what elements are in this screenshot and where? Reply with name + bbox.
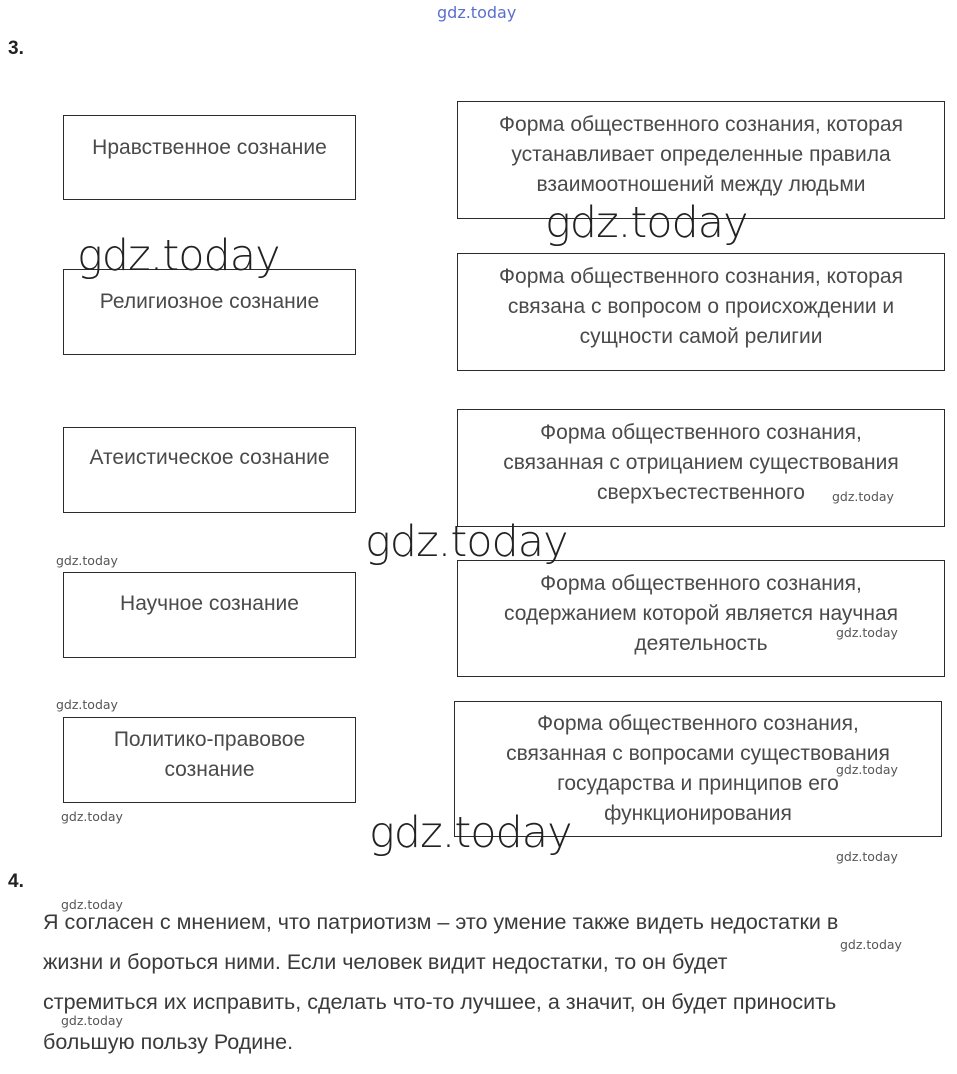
right-box-text: связанная с вопросами существования (506, 742, 890, 765)
left-box-text: Нравственное сознание (92, 136, 327, 159)
right-box-4 (457, 560, 945, 677)
answer-line: Я согласен с мнением, что патриотизм – это умение также видеть недостатки в (43, 910, 839, 934)
right-box-text: сущности самой религии (579, 325, 823, 348)
right-box-text: Форма общественного сознания, (537, 712, 859, 735)
left-box-text: Атеистическое сознание (89, 446, 330, 469)
watermark-large: gdz.today (77, 231, 280, 281)
left-box-scientific (63, 572, 356, 658)
watermark-small: gdz.today (61, 809, 123, 824)
watermark-small: gdz.today (61, 897, 123, 912)
watermark-small: gdz.today (61, 1013, 123, 1028)
left-box-moral (63, 115, 356, 200)
task-4-number: 4. (8, 871, 24, 892)
answer-line: большую пользу Родине. (43, 1030, 294, 1054)
answer-line: стремиться их исправить, сделать что-то лучшее, а значит, он будет приносить (43, 990, 837, 1014)
watermark-large: gdz.today (369, 808, 572, 858)
task-3-number: 3. (8, 38, 24, 59)
right-box-text: государства и принципов его (557, 772, 839, 795)
right-box-text: взаимоотношений между людьми (536, 173, 866, 196)
right-box-2 (457, 253, 945, 371)
left-box-text: Научное сознание (120, 592, 299, 615)
left-box-atheistic (63, 427, 356, 513)
answer-4-paragraph (43, 902, 923, 1062)
watermark-small: gdz.today (836, 762, 898, 777)
right-box-text: функционирования (604, 802, 792, 825)
right-box-text: Форма общественного сознания, (540, 572, 862, 595)
watermark-large: gdz.today (365, 517, 568, 567)
watermark-large: gdz.today (545, 198, 748, 248)
watermark-small: gdz.today (840, 937, 902, 952)
watermark-top: gdz.today (437, 3, 517, 22)
left-box-text: Политико-правовое (113, 728, 306, 751)
right-box-text: деятельность (634, 632, 768, 655)
right-box-text: Форма общественного сознания, которая (499, 265, 903, 288)
right-box-text: содержанием которой является научная (503, 602, 899, 625)
watermark-small: gdz.today (836, 625, 898, 640)
right-box-text: связанная с отрицанием существования (503, 451, 899, 474)
left-box-religious (63, 269, 356, 355)
right-box-3 (457, 409, 945, 527)
watermark-small: gdz.today (56, 697, 118, 712)
watermark-small: gdz.today (832, 489, 894, 504)
left-box-text: Религиозное сознание (99, 290, 320, 313)
watermark-small: gdz.today (56, 553, 118, 568)
right-box-text: Форма общественного сознания, (540, 421, 862, 444)
left-box-political-legal (63, 717, 356, 803)
watermark-small: gdz.today (836, 849, 898, 864)
right-box-text: Форма общественного сознания, которая (499, 113, 903, 136)
right-box-text: сверхъестественного (597, 481, 805, 504)
left-box-text: сознание (164, 758, 255, 781)
right-box-text: связана с вопросом о происхождении и (507, 295, 895, 318)
right-box-text: устанавливает определенные правила (511, 143, 891, 166)
answer-line: жизни и бороться ними. Если человек видит недостатки, то он будет (43, 950, 728, 974)
